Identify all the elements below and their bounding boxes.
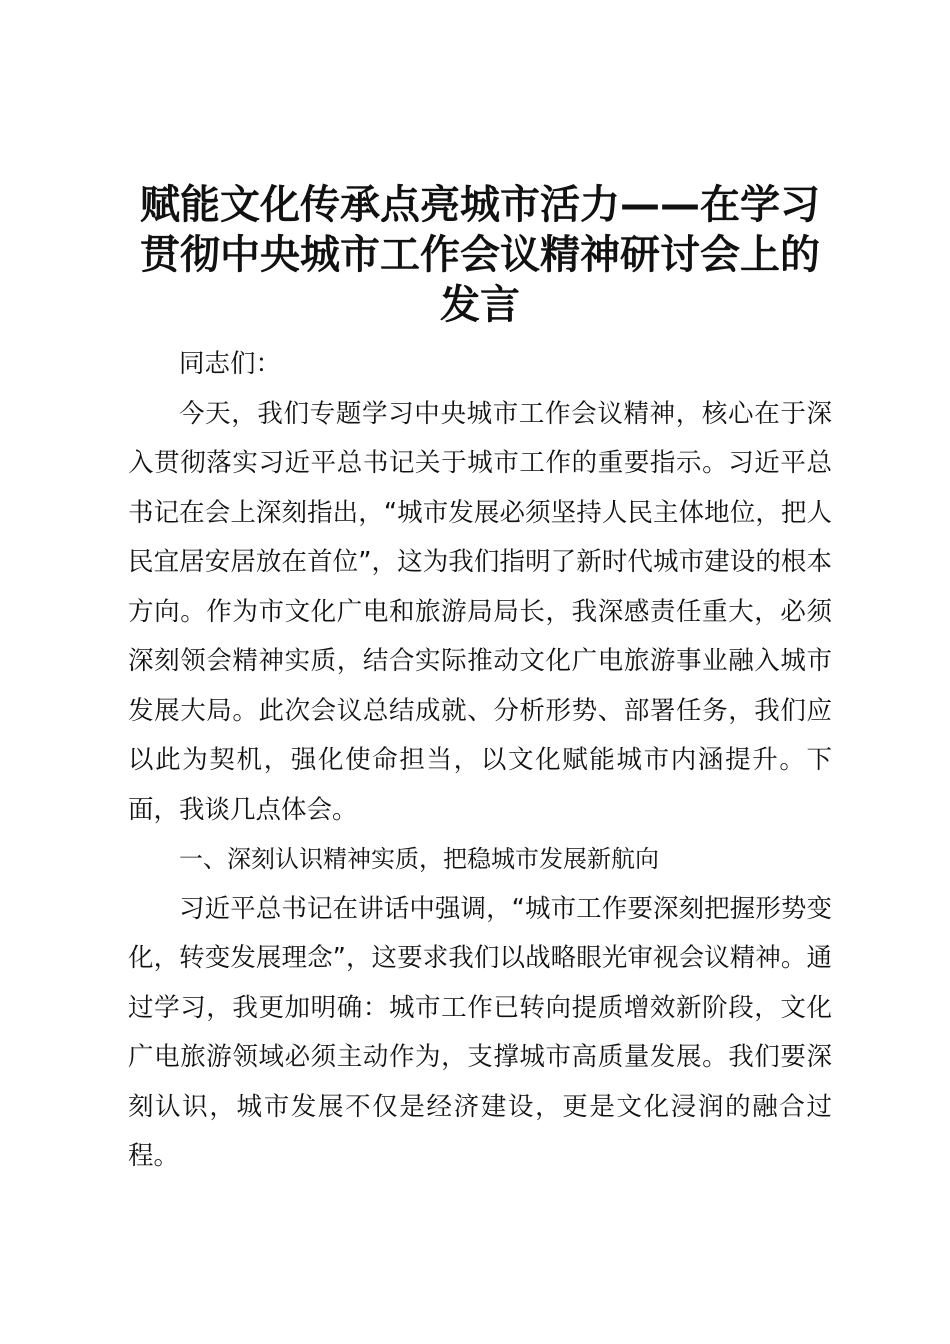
document-title: [110, 180, 850, 330]
section-1-paragraph: 习近平总书记在讲话中强调，“城市工作要深刻把握形势变化，转变发展理念”，这要求我们以战略眼光审视会议精神。通过学习，我更加明确：城市工作已转向提质增效新阶段，文化广电旅游领域必须主动作为，支撑城市高质量发展。我们要深刻认识，城市发展不仅是经济建设，更是文化浸润的融合过程。: [128, 893, 832, 1171]
title-line-1: 赋能文化传承点亮城市活力——在学习: [140, 182, 820, 228]
salutation: 同志们：: [179, 349, 282, 379]
intro-paragraph: 今天，我们专题学习中央城市工作会议精神，核心在于深入贯彻落实习近平总书记关于城市工作的重要指示。习近平总书记在会上深刻指出，“城市发展必须坚持人民主体地位，把人民宜居安居放在首位”，这为我们指明了新时代城市建设的根本方向。作为市文化广电和旅游局局长，我深感责任重大，必须深刻领会精神实质，结合实际推动文化广电旅游事业融入城市发展大局。此次会议总结成就、分析形势、部署任务，我们应以此为契机，强化使命担当，以文化赋能城市内涵提升。下面，我谈几点体会。: [128, 398, 832, 825]
document-body: [128, 340, 832, 1182]
title-line-2: 贯彻中央城市工作会议精神研讨会上的: [140, 232, 820, 278]
title-line-3: 发言: [440, 282, 520, 328]
section-heading-1: 一、深刻认识精神实质，把稳城市发展新航向: [179, 845, 659, 873]
